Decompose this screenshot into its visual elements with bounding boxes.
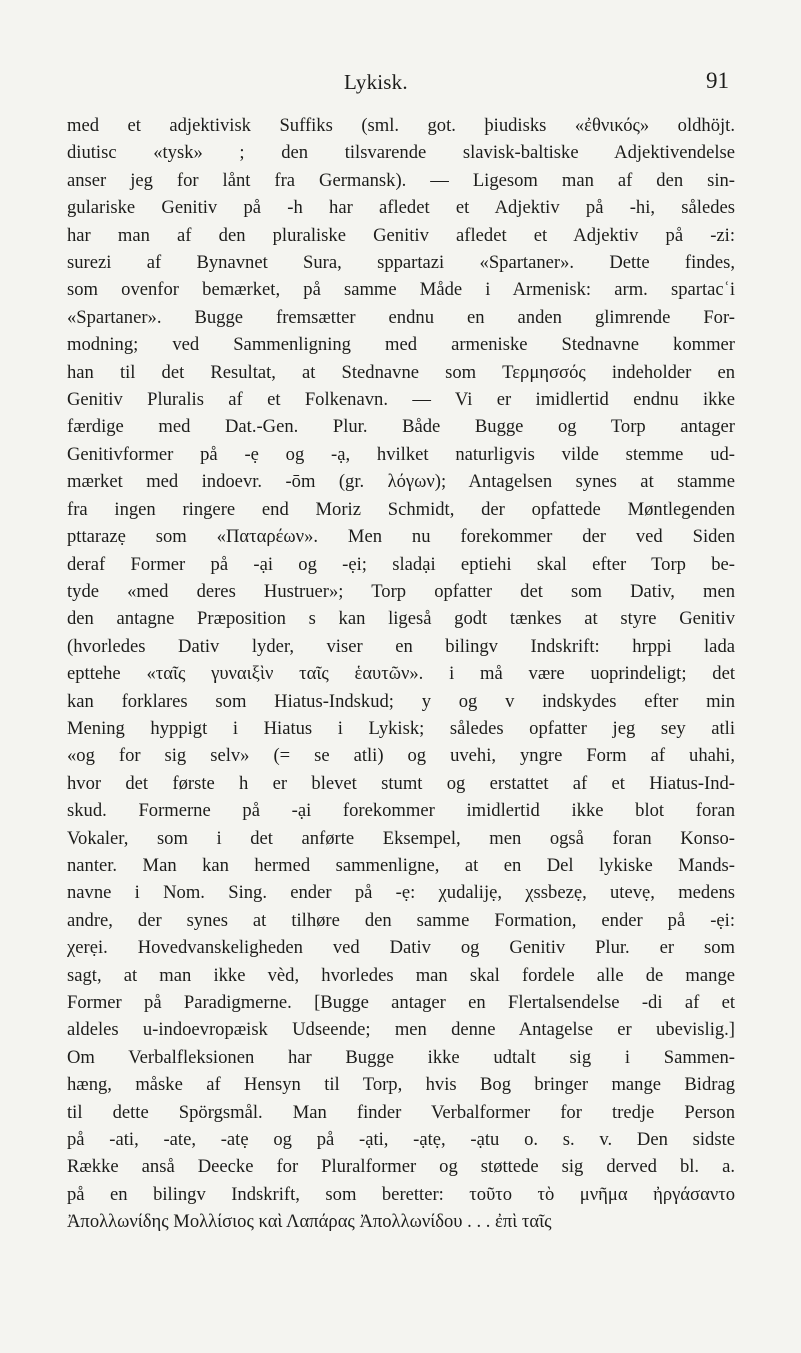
body-text	[67, 112, 735, 1236]
text-line: Mening hyppigt i Hiatus i Lykisk; således opfatter jeg sey atli	[67, 717, 735, 739]
text-line: Række anså Deecke for Pluralformer og støttede sig derved bl. a.	[67, 1156, 735, 1178]
text-line: færdige med Dat.-Gen. Plur. Både Bugge og Torp antager	[67, 416, 735, 438]
text-line: på en bilingv Indskrift, som beretter: τοῦτο τὸ μνῆμα ἠργάσαντο	[67, 1183, 735, 1205]
running-title: Lykisk.	[344, 70, 408, 94]
text-line: χerẹi. Hovedvanskeligheden ved Dativ og Genitiv Plur. er som	[67, 937, 735, 959]
text-line: med et adjektivisk Suffiks (sml. got. þiudisks «ἐθνικός» oldhöjt.	[67, 115, 735, 136]
text-line: «og for sig selv» (= se atli) og uvehi, yngre Form af uhahi,	[67, 745, 735, 767]
text-line: (hvorledes Dativ lyder, viser en bilingv Indskrift: hrppi lada	[67, 635, 735, 657]
text-line: surezi af Bynavnet Sura, sppartazi «Spartaner». Dette findes,	[67, 252, 735, 274]
text-line: Genitivformer på -ẹ og -ạ, hvilket naturligvis vilde stemme ud-	[67, 443, 735, 465]
text-line: Om Verbalfleksionen har Bugge ikke udtalt sig i Sammen-	[67, 1046, 735, 1068]
text-line: mærket med indoevr. -ōm (gr. λόγων); Antagelsen synes at stamme	[67, 471, 735, 493]
text-line: deraf Former på -ại og -ẹi; sladại eptiehi skal efter Torp be-	[67, 553, 735, 575]
text-line: modning; ved Sammenligning med armeniske Stednavne kommer	[67, 334, 735, 356]
text-line: «Spartaner». Bugge fremsætter endnu en anden glimrende For-	[67, 306, 735, 328]
text-line: til dette Spörgsmål. Man finder Verbalformer for tredje Person	[67, 1101, 735, 1123]
text-line: skud. Formerne på -ại forekommer imidlertid ikke blot foran	[67, 800, 735, 822]
text-line: aldeles u-indoevropæisk Udseende; men denne Antagelse er ubevislig.]	[67, 1019, 735, 1041]
page-number: 91	[706, 68, 729, 93]
text-line: epttehe «ταῖς γυναιξὶν ταῖς ἑαυτῶν». i må være uoprindeligt; det	[67, 663, 735, 685]
text-line: som ovenfor bemærket, på samme Måde i Armenisk: arm. spartacʿi	[67, 279, 735, 301]
text-line: diutisc «tysk» ; den tilsvarende slavisk-baltiske Adjektivendelse	[67, 142, 735, 164]
text-line: sagt, at man ikke vèd, hvorledes man skal fordele alle de mange	[67, 964, 735, 986]
text-line: har man af den pluraliske Genitiv afledet et Adjektiv på -zi:	[67, 224, 735, 246]
text-line: navne i Nom. Sing. ender på -ẹ: χudalijẹ, χssbezẹ, utevẹ, medens	[67, 882, 735, 904]
text-line: han til det Resultat, at Stednavne som Τερμησσός indeholder en	[67, 361, 735, 383]
text-line: Genitiv Pluralis af et Folkenavn. — Vi er imidlertid endnu ikke	[67, 389, 735, 411]
text-line: andre, der synes at tilhøre den samme Formation, ender på -ẹi:	[67, 909, 735, 931]
text-line: tyde «med deres Hustruer»; Torp opfatter det som Dativ, men	[67, 580, 735, 602]
text-line: hvor det første h er blevet stumt og erstattet af et Hiatus-Ind-	[67, 772, 735, 794]
text-line: fra ingen ringere end Moriz Schmidt, der opfattede Møntlegenden	[67, 498, 735, 520]
text-line: pttarazẹ som «Παταρέων». Men nu forekommer der ved Siden	[67, 526, 735, 548]
text-line: gulariske Genitiv på -h har afledet et Adjektiv på -hi, således	[67, 197, 735, 219]
text-line: anser jeg for lånt fra Germansk). — Ligesom man af den sin-	[67, 169, 735, 191]
text-line: den antagne Præposition s kan ligeså godt tænkes at styre Genitiv	[67, 608, 735, 630]
text-line: på -ati, -ate, -atẹ og på -ạti, -ạtẹ, -ạtu o. s. v. Den sidste	[67, 1129, 735, 1151]
text-line: kan forklares som Hiatus-Indskud; y og v indskydes efter min	[67, 690, 735, 712]
text-line: nanter. Man kan hermed sammenligne, at en Del lykiske Mands-	[67, 854, 735, 876]
text-line: hæng, måske af Hensyn til Torp, hvis Bog bringer mange Bidrag	[67, 1074, 735, 1096]
text-line: Former på Paradigmerne. [Bugge antager en Flertalsendelse -di af et	[67, 992, 735, 1013]
text-line: Ἀπολλωνίδης Μολλίσιος καὶ Λαπάρας Ἀπολλωνίδου . . . ἐπὶ ταῖς	[67, 1211, 552, 1233]
text-line: Vokaler, som i det anførte Eksempel, men også foran Konso-	[67, 827, 735, 849]
